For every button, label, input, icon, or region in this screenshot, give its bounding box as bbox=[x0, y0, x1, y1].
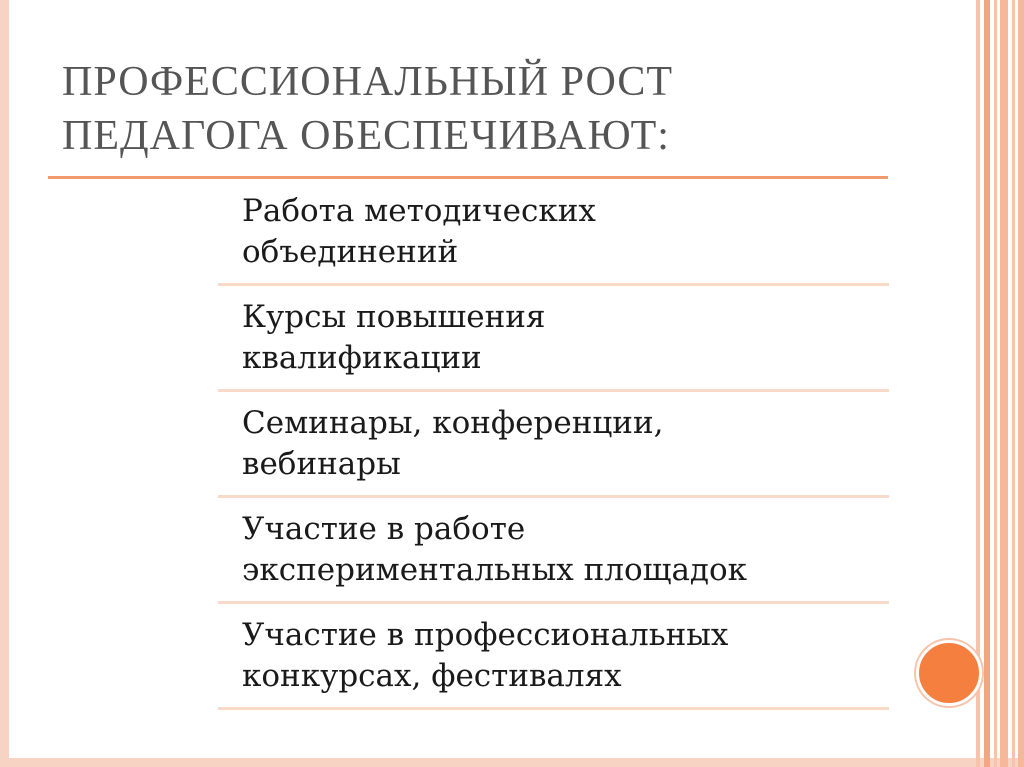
list-item-text: Участие в работе экспериментальных площадок bbox=[242, 510, 748, 588]
decorative-stripe bbox=[1012, 0, 1015, 767]
frame-left-inner bbox=[9, 0, 11, 758]
decorative-stripe bbox=[976, 0, 980, 767]
decorative-circle-icon bbox=[916, 640, 982, 706]
list-item-text: Семинары, конференции, вебинары bbox=[242, 404, 664, 482]
list-item bbox=[218, 286, 889, 392]
list-item bbox=[218, 180, 889, 286]
slide-title-line: ПРОФЕССИОНАЛЬНЫЙ РОСТ bbox=[62, 59, 674, 105]
list-item-text: Работа методических объединений bbox=[242, 192, 596, 270]
list-item-text: Курсы повышения квалификации bbox=[242, 298, 546, 376]
slide-title bbox=[62, 55, 922, 163]
list-item bbox=[218, 392, 889, 498]
decorative-stripe bbox=[1000, 0, 1008, 767]
decorative-stripe bbox=[984, 0, 990, 767]
item-list bbox=[218, 180, 889, 710]
list-item bbox=[218, 498, 889, 604]
title-divider bbox=[48, 176, 888, 179]
list-item bbox=[218, 604, 889, 710]
frame-left-border bbox=[0, 0, 9, 767]
list-item-text: Участие в профессиональных конкурсах, фестивалях bbox=[242, 616, 729, 694]
decorative-stripe bbox=[1018, 0, 1024, 767]
frame-bottom-border bbox=[0, 758, 1024, 767]
slide-title-line: ПЕДАГОГА ОБЕСПЕЧИВАЮТ: bbox=[62, 113, 670, 159]
decorative-stripe bbox=[994, 0, 997, 767]
